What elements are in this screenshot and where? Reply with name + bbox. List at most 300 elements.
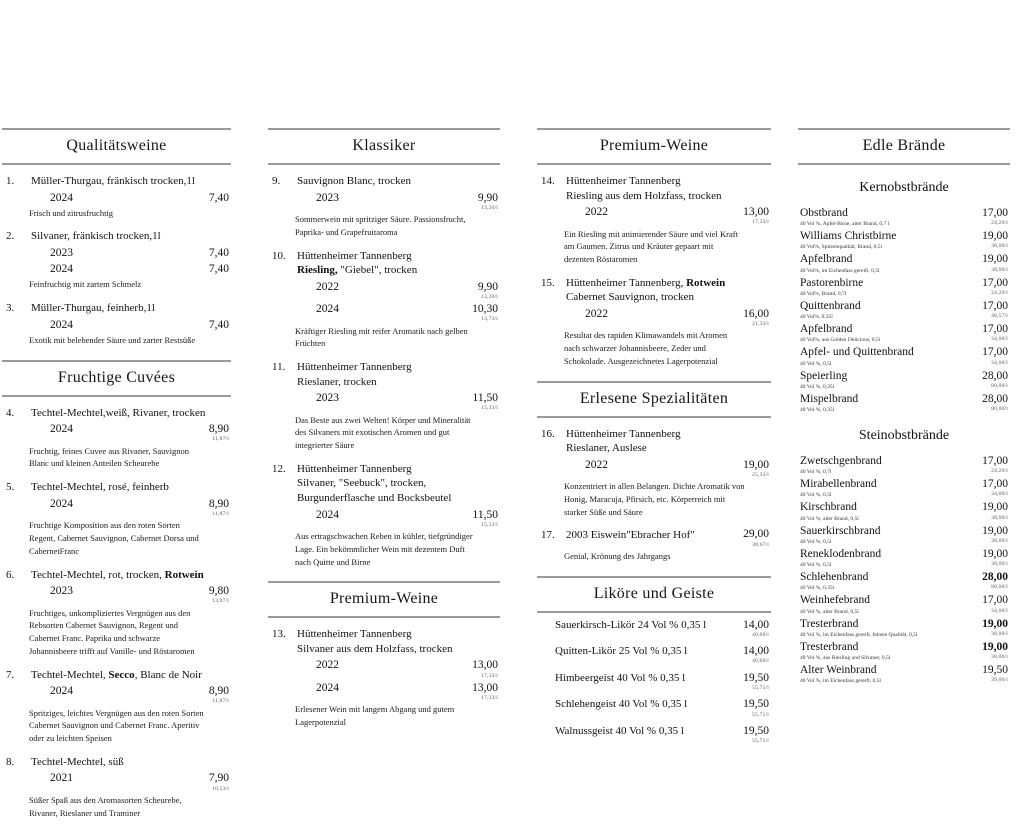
item-price: 19,50: [982, 663, 1008, 676]
item-name-text: Müller-Thurgau, feinherb,1l: [31, 302, 155, 315]
menu-column: [268, 128, 500, 739]
price-block: [982, 230, 1010, 250]
menu-item: [268, 627, 500, 729]
liqueur-item: [537, 698, 771, 718]
item-name-line: [297, 476, 500, 491]
item-name-line: [297, 627, 500, 642]
brand-info: [800, 277, 982, 297]
vintage-row: [268, 509, 500, 529]
price-block: [982, 323, 1010, 343]
item-name: [31, 480, 231, 495]
item-detail: 40 Vol %, 0,35l: [800, 585, 835, 592]
item-name-text: Hüttenheimer Tannenberg: [566, 427, 681, 440]
item-price: 17,00: [982, 323, 1008, 336]
price-block: [982, 277, 1010, 297]
brand-info: [800, 346, 982, 366]
price-block: [209, 319, 231, 332]
item-name-text: "Giebel", trocken: [337, 264, 418, 277]
item-detail: 40 Vol %, 0,5l: [800, 360, 832, 367]
price-block: [982, 300, 1010, 320]
price-block: [982, 525, 1010, 545]
vintage-year: 2021: [50, 772, 73, 785]
item-name-text: Rieslaner, Auslese: [566, 442, 647, 455]
price-per-liter: 10,53/l: [212, 785, 229, 792]
price-block: [743, 206, 771, 226]
item-price: 19,50: [743, 671, 769, 684]
price-per-liter: 55,71/l: [752, 685, 769, 691]
price-block: [982, 641, 1010, 661]
item-description: Sommerwein mit spritziger Säure. Passionsfrucht, Paprika- und Grapefruitaroma: [295, 214, 466, 237]
price-block: [209, 247, 231, 260]
price-per-liter: 24,29/l: [991, 220, 1008, 227]
menu-item: [2, 174, 231, 219]
item-price: 11,50: [472, 392, 498, 405]
brand-info: [800, 571, 982, 591]
liqueur-item: [537, 672, 771, 692]
item-name: Sauerkirsch-Likör 24 Vol % 0,35 l: [555, 618, 707, 631]
item-price: 19,00: [982, 640, 1008, 653]
menu-item: [2, 301, 231, 346]
item-name-text: Hüttenheimer Tannenberg,: [566, 276, 687, 289]
item-price: 16,00: [743, 307, 769, 320]
item-name: [297, 462, 500, 506]
item-number: 7.: [6, 668, 15, 681]
menu-section: [537, 128, 771, 368]
item-header: [2, 301, 231, 316]
brand-item: [798, 501, 1010, 521]
item-name-text: Rotwein: [164, 568, 204, 581]
brand-info: [800, 525, 982, 545]
item-name-line: [31, 406, 231, 421]
item-detail: 40 Vol %, im Eichenfass gereift, 0,5l: [800, 678, 881, 685]
price-per-liter: 38,67/l: [752, 541, 769, 548]
price-per-liter: 40,00/l: [752, 658, 769, 665]
item-name: Quitten-Likör 25 Vol % 0,35 l: [555, 645, 688, 658]
divider-rule: [537, 611, 771, 613]
item-number: 14.: [541, 175, 555, 187]
item-price: 19,00: [982, 501, 1008, 514]
item-name-text: Hüttenheimer Tannenberg: [297, 249, 412, 262]
vintage-year: 2024: [50, 423, 73, 436]
item-name-line: [297, 249, 500, 264]
price-per-liter: 38,00/l: [991, 653, 1008, 660]
item-name-text: Cabernet Sauvignon, trocken: [566, 291, 694, 304]
item-name-line: [31, 668, 231, 683]
item-price: 28,00: [982, 392, 1008, 405]
item-description: Fruchtig, feines Cuvee aus Rivaner, Sauvignon Blanc und kleinen Anteilen Scheurebe: [29, 445, 189, 469]
brand-item: [798, 594, 1010, 614]
item-header: [268, 249, 500, 278]
item-name: [566, 528, 743, 548]
item-price: 7,40: [208, 318, 229, 331]
menu-section: [2, 128, 231, 347]
item-price: 19,00: [982, 547, 1008, 560]
item-name-text: Hüttenheimer Tannenberg: [297, 462, 412, 475]
vintage-row: [268, 392, 500, 412]
price-per-liter: 11,87/l: [212, 436, 229, 443]
price-block: [982, 370, 1010, 390]
menu-section: [537, 381, 771, 563]
item-name: [31, 568, 231, 583]
price-per-liter: 80,00/l: [991, 382, 1008, 389]
price-block: [982, 253, 1010, 273]
item-name-text: Hüttenheimer Tannenberg: [297, 628, 412, 641]
item-price: 7,90: [208, 772, 229, 785]
brand-item: [798, 618, 1010, 638]
item-price: 8,90: [208, 497, 229, 510]
item-name-line: [566, 174, 771, 189]
menu-section: [537, 576, 771, 745]
item-name-text: Riesling,: [297, 264, 338, 277]
liqueur-item: [537, 645, 771, 665]
item-name-line: [31, 568, 231, 583]
brand-item: [798, 641, 1010, 661]
item-name: Speierling: [800, 369, 848, 382]
brand-item: [798, 300, 1010, 320]
vintage-row: [268, 192, 500, 212]
divider-rule: [537, 416, 771, 418]
item-header: [537, 427, 771, 456]
price-per-liter: 34,00/l: [991, 336, 1008, 343]
price-block: [743, 528, 771, 548]
item-description: Resultat des rapiden Klimawandels mit Aromen nach schwarzer Johannisbeere, Zeder und Schokolade. Ausgezeichnetes Lagerpotenzial: [564, 330, 728, 366]
item-detail: 40 Vol %, alter Brand, 0,5l: [800, 515, 859, 522]
price-per-liter: 39,00/l: [991, 677, 1008, 684]
item-name-text: Burgunderflasche und Bocksbeutel: [297, 491, 452, 504]
item-header: [2, 480, 231, 495]
item-price: 13,00: [472, 681, 498, 694]
price-block: [982, 478, 1010, 498]
vintage-row: [2, 319, 231, 332]
item-name-line: [297, 642, 500, 657]
price-per-liter: 24,29/l: [991, 289, 1008, 296]
price-per-liter: 38,00/l: [991, 630, 1008, 637]
section-title: Qualitätsweine: [66, 137, 167, 154]
item-price: 19,00: [982, 230, 1008, 243]
item-name: [566, 174, 771, 203]
item-description: Aus ertragschwachen Reben in kühler, tiefgründiger Lage. Ein bekömmlicher Wein mit dezentem Duft nach Quitte und Birne: [295, 531, 473, 567]
item-name-text: Müller-Thurgau, fränkisch trocken,1l: [31, 175, 195, 187]
item-name-line: [566, 290, 771, 305]
price-per-liter: 17,33/l: [481, 672, 498, 679]
item-name: Walnussgeist 40 Vol % 0,35 l: [555, 724, 684, 737]
item-price: 7,40: [208, 247, 229, 259]
vintage-year: 2024: [316, 681, 339, 694]
vintage-year: 2024: [50, 497, 73, 510]
item-header: [2, 174, 231, 189]
item-detail: 40 Vol %, 0,5l: [800, 492, 832, 499]
item-name-text: Techtel-Mechtel, süß: [31, 755, 124, 768]
item-name-line: [31, 755, 231, 770]
price-per-liter: 40,00/l: [752, 631, 769, 638]
item-detail: 40 Vol%, aus Golden Delicious, 0,5l: [800, 337, 881, 344]
price-per-liter: 11,87/l: [212, 510, 229, 517]
brand-info: [800, 641, 982, 661]
item-name-line: [297, 263, 500, 278]
liqueur-item: [537, 619, 771, 639]
menu-item: [537, 528, 771, 562]
item-price: 7,40: [208, 263, 229, 276]
item-price: 17,00: [982, 207, 1008, 219]
item-name: [31, 301, 231, 316]
item-name-text: Silvaner, "Seebuck", trocken,: [297, 477, 427, 490]
item-number: 6.: [6, 568, 15, 581]
item-name-text: Techtel-Mechtel, rot, trocken,: [31, 568, 165, 581]
item-header: [268, 174, 500, 189]
menu-item: [537, 174, 771, 266]
item-price: 19,00: [743, 458, 769, 471]
price-block: [473, 509, 500, 529]
menu-section: [268, 581, 500, 729]
item-detail: 40 Vol%, im Eichenfass gereift, 0,5l: [800, 267, 880, 274]
price-block: [982, 571, 1010, 591]
item-name: Apfel- und Quittenbrand: [800, 346, 914, 359]
price-per-liter: 34,00/l: [991, 359, 1008, 366]
item-price: 8,90: [208, 685, 229, 698]
item-description: Genial, Krönung des Jahrgangs: [564, 550, 671, 561]
item-price: 9,90: [477, 191, 498, 204]
item-price: 19,00: [982, 524, 1008, 537]
item-name: Schlehengeist 40 Vol % 0,35 l: [555, 698, 688, 711]
price-block: [209, 685, 231, 705]
vintage-year: 2022: [585, 307, 608, 320]
item-name-text: Techtel-Mechtel, rosé, feinherb: [31, 481, 169, 494]
brand-info: [800, 478, 982, 498]
item-name: Tresterbrand: [800, 617, 859, 630]
item-name: Mirabellenbrand: [800, 478, 877, 491]
item-number: 10.: [272, 249, 286, 262]
item-price: 7,40: [208, 191, 229, 204]
divider-rule: [2, 395, 231, 397]
item-name-text: Silvaner aus dem Holzfass, trocken: [297, 642, 453, 655]
item-price: 28,00: [982, 369, 1008, 382]
price-per-liter: 17,33/l: [752, 219, 769, 226]
item-detail: 40 Vol %, Apfel-Birne, alter Brand, 0,7 l: [800, 221, 890, 228]
item-description: Frisch und zitrusfruchtig: [29, 207, 114, 218]
price-per-liter: 15,33/l: [481, 521, 498, 528]
brand-info: [800, 370, 982, 390]
vintage-row: [268, 682, 500, 702]
item-name: [566, 427, 771, 456]
section-title: Edle Brände: [862, 137, 946, 154]
item-name-text: Techtel-Mechtel,: [31, 668, 109, 681]
item-price: 9,80: [208, 585, 229, 598]
item-name: Zwetschgenbrand: [800, 454, 882, 467]
brand-item: [798, 548, 1010, 568]
price-block: [743, 698, 771, 718]
price-per-liter: 21,33/l: [752, 321, 769, 328]
vintage-year: 2023: [316, 191, 339, 204]
item-name-text: Rotwein: [686, 276, 726, 289]
divider-rule: [798, 163, 1010, 165]
price-per-liter: 55,71/l: [752, 711, 769, 718]
price-block: [472, 682, 500, 702]
vintage-year: 2022: [585, 206, 608, 219]
brand-info: [800, 207, 982, 227]
brand-item: [798, 277, 1010, 297]
brand-item: [798, 323, 1010, 343]
price-block: [982, 618, 1010, 638]
item-description: Konzentriert in allen Belangen. Dichte Aromatik von Honig, Maracuja, Pfirsich, etc. Körperreich mit starker Süße und Säure: [564, 481, 745, 517]
menu-item: [268, 249, 500, 351]
item-name: Apfelbrand: [800, 323, 853, 336]
menu-item: [537, 427, 771, 519]
item-header: [2, 755, 231, 770]
brand-info: [800, 300, 982, 320]
price-block: [209, 498, 231, 518]
vintage-year: 2022: [316, 280, 339, 293]
item-name: Pastorenbirne: [800, 276, 864, 289]
vintage-row: [2, 192, 231, 205]
item-price: 28,00: [982, 571, 1008, 584]
vintage-row: [268, 281, 500, 301]
menu-item: [2, 568, 231, 658]
brand-item: [798, 393, 1010, 413]
item-name: Mispelbrand: [800, 392, 859, 405]
brand-item: [798, 253, 1010, 273]
item-detail: 40 Vol %, 0,5l: [800, 562, 832, 569]
brand-info: [800, 664, 982, 684]
vintage-year: 2024: [50, 191, 73, 204]
brand-item: [798, 571, 1010, 591]
item-price: 19,50: [743, 724, 769, 737]
item-number: 4.: [6, 406, 15, 419]
item-name: Reneklodenbrand: [800, 547, 882, 560]
vintage-year: 2023: [50, 585, 73, 598]
price-per-liter: 17,33/l: [481, 695, 498, 702]
section-title: Liköre und Geiste: [593, 584, 715, 602]
item-name: Schlehenbrand: [800, 571, 869, 584]
item-description: Süßer Spaß aus den Aromasorten Scheurebe, Rivaner, Rieslaner und Traminer: [29, 794, 182, 818]
price-block: [209, 263, 231, 276]
menu-item: [2, 755, 231, 820]
vintage-row: [2, 263, 231, 276]
price-per-liter: 13,73/l: [481, 316, 498, 323]
item-detail: 40 Vol%, Spitzenqualität, Brand, 0,5l: [800, 244, 882, 251]
menu-item: [537, 276, 771, 368]
price-per-liter: 13,20/l: [481, 293, 498, 300]
item-name-text: Secco: [108, 668, 135, 681]
item-detail: 40 Vol %, im Eichenfass gereift, feinste Qualität, 0,5l: [800, 631, 918, 638]
item-price: 10,30: [472, 303, 498, 316]
item-name-text: 2003 Eiswein"Ebracher Hof": [566, 529, 695, 542]
item-name: [566, 276, 771, 305]
item-name: Weinhefebrand: [800, 594, 870, 607]
item-name-line: [297, 491, 500, 506]
menu-section: [2, 360, 231, 820]
vintage-row: [268, 303, 500, 323]
liqueur-item: [537, 725, 771, 745]
brand-info: [800, 455, 982, 475]
item-number: 1.: [6, 175, 15, 187]
brand-info: [800, 618, 982, 638]
item-number: 3.: [6, 302, 15, 315]
menu-item: [2, 480, 231, 557]
subsection-title: Steinobstbrände: [858, 427, 950, 443]
vintage-row: [268, 659, 500, 679]
section-title: Premium-Weine: [329, 590, 439, 608]
price-block: [478, 192, 500, 212]
brand-info: [800, 230, 982, 250]
item-name-line: [566, 528, 743, 543]
price-block: [743, 459, 771, 479]
item-number: 9.: [272, 175, 281, 187]
item-description: Feinfruchtig mit zartem Schmelz: [29, 279, 142, 290]
menu-item: [268, 360, 500, 452]
vintage-year: 2023: [50, 247, 73, 259]
price-per-liter: 38,00/l: [991, 243, 1008, 250]
price-block: [982, 455, 1010, 475]
menu-item: [2, 229, 231, 291]
item-price: 14,00: [743, 618, 769, 631]
menu-column: [537, 128, 771, 751]
brand-item: [798, 664, 1010, 684]
vintage-row: [2, 585, 231, 605]
vintage-row: [537, 308, 771, 328]
item-description: Ein Riesling mit animierender Säure und viel Kraft am Gaumen. Zitrus und Kräuter gepaart mit dezenten Röstaromen: [564, 228, 738, 265]
price-block: [743, 308, 771, 328]
price-block: [209, 423, 231, 443]
item-number: 17.: [541, 529, 555, 542]
item-number: 5.: [6, 481, 15, 494]
item-name: Williams Christbirne: [800, 230, 897, 243]
price-per-liter: 25,33/l: [752, 471, 769, 478]
price-block: [982, 664, 1010, 684]
item-name: [297, 249, 500, 278]
brand-info: [800, 594, 982, 614]
item-name-line: [566, 276, 771, 291]
vintage-year: 2024: [316, 508, 339, 521]
item-name-line: [31, 229, 231, 244]
item-price: 17,00: [982, 276, 1008, 289]
brand-info: [800, 548, 982, 568]
item-detail: 40 Vol %, 0,5l: [800, 538, 832, 545]
item-header: [537, 276, 771, 305]
vintage-year: 2024: [50, 685, 73, 698]
price-per-liter: 34,00/l: [991, 491, 1008, 498]
item-description: Erlesener Wein mit langem Abgang und gutem Lagerpotenzial: [295, 704, 455, 728]
section-title: Klassiker: [352, 137, 416, 154]
item-name-line: [566, 427, 771, 442]
vintage-row: [537, 459, 771, 479]
price-block: [982, 207, 1010, 227]
price-per-liter: 38,00/l: [991, 266, 1008, 273]
price-block: [982, 501, 1010, 521]
price-per-liter: 13,07/l: [212, 598, 229, 605]
item-price: 17,00: [982, 346, 1008, 359]
price-per-liter: 55,71/l: [752, 738, 769, 745]
item-header: [268, 360, 500, 389]
price-per-liter: 11,87/l: [212, 698, 229, 705]
item-detail: 40 Vol%, 0,35l: [800, 314, 833, 321]
brand-item: [798, 525, 1010, 545]
item-name-text: Silvaner, fränkisch trocken,1l: [31, 230, 161, 243]
item-name: Sauerkirschbrand: [800, 524, 881, 537]
item-header: [2, 406, 231, 421]
vintage-year: 2022: [316, 659, 339, 672]
item-name: Himbeergeist 40 Vol % 0,35 l: [555, 671, 686, 684]
item-name-line: [31, 480, 231, 495]
price-block: [478, 281, 500, 301]
item-name: [31, 668, 231, 683]
brand-item: [798, 230, 1010, 250]
vintage-row: [2, 498, 231, 518]
price-block: [982, 346, 1010, 366]
menu-item: [2, 406, 231, 471]
item-price: 14,00: [743, 645, 769, 658]
item-header: [537, 174, 771, 203]
price-block: [743, 672, 771, 692]
